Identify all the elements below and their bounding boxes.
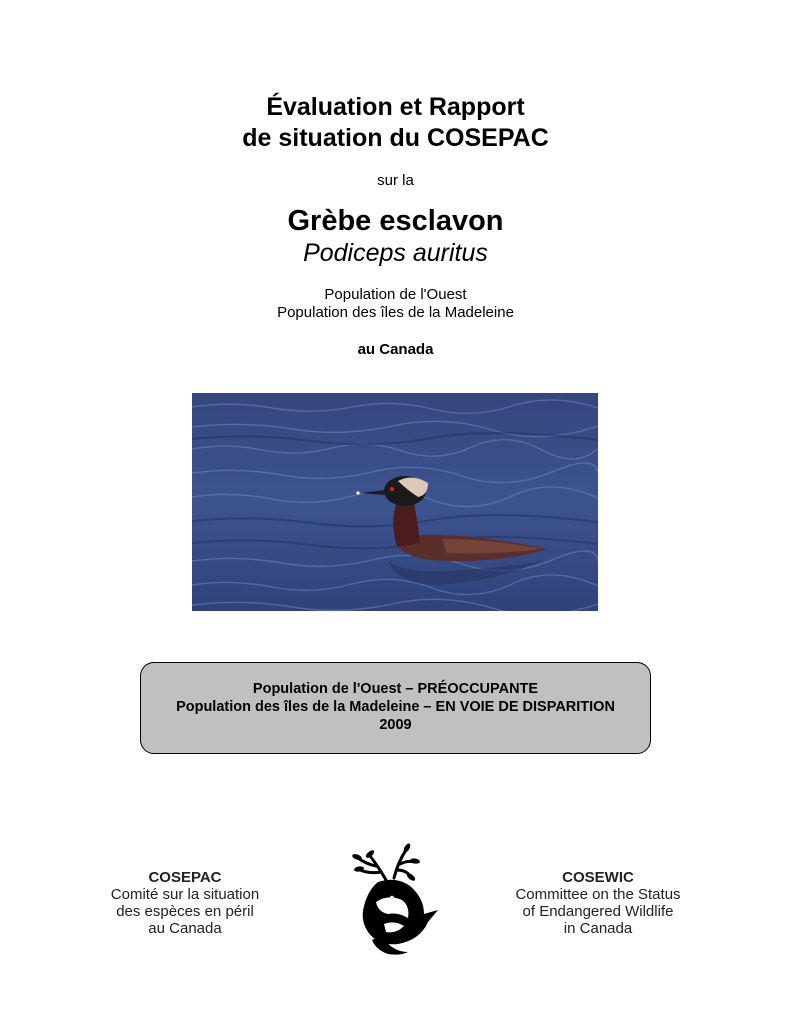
location-label: au Canada <box>357 341 434 358</box>
org-french-line-3: au Canada <box>148 920 222 937</box>
status-year: 2009 <box>379 717 412 733</box>
species-latin-name: Podiceps auritus <box>303 239 488 267</box>
population-list <box>0 286 791 322</box>
title-line-2: de situation du COSEPAC <box>242 124 549 152</box>
org-french-abbr: COSEPAC <box>148 869 222 886</box>
grebe-photo <box>192 393 598 611</box>
org-english <box>488 869 708 937</box>
title-line-1: Évaluation et Rapport <box>266 93 525 121</box>
population-west: Population de l'Ouest <box>324 286 467 303</box>
cosewic-logo-icon <box>348 840 444 956</box>
status-box <box>140 662 651 754</box>
org-french-line-2: des espèces en péril <box>116 903 254 920</box>
species-common-name: Grèbe esclavon <box>287 205 504 237</box>
status-madeleine: Population des îles de la Madeleine – EN VOIE DE DISPARITION <box>176 699 615 715</box>
status-west: Population de l'Ouest – PRÉOCCUPANTE <box>252 681 539 697</box>
org-english-abbr: COSEWIC <box>562 869 634 886</box>
org-english-line-2: of Endangered Wildlife <box>522 903 674 920</box>
org-english-line-1: Committee on the Status <box>515 886 681 903</box>
org-french-line-1: Comité sur la situation <box>110 886 260 903</box>
org-french <box>75 869 295 937</box>
org-english-line-3: in Canada <box>563 920 633 937</box>
population-madeleine: Population des îles de la Madeleine <box>277 304 514 321</box>
report-title <box>0 92 791 154</box>
subtitle-prefix: sur la <box>377 172 414 189</box>
